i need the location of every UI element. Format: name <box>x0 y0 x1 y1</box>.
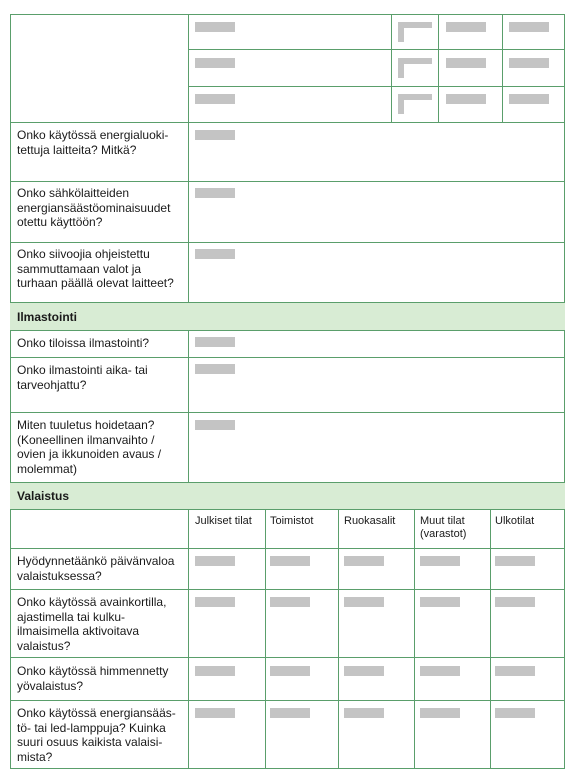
section-title: Valaistus <box>17 489 70 503</box>
question-label: Hyödynnetäänkö päivänvaloa valaistuksessa? <box>17 554 175 583</box>
answer-field[interactable] <box>495 556 535 566</box>
column-header: Ulkotilat <box>495 515 535 527</box>
text-field[interactable] <box>446 94 486 104</box>
question-label: Onko ilmastointi aika- tai tarveohjattu? <box>17 363 148 392</box>
answer-field[interactable] <box>195 597 235 607</box>
answer-field[interactable] <box>195 188 235 198</box>
answer-field[interactable] <box>195 130 235 140</box>
section-title: Ilmastointi <box>17 310 78 324</box>
question-label: Onko tiloissa ilmastointi? <box>17 336 150 350</box>
answer-field[interactable] <box>344 666 384 676</box>
text-field[interactable] <box>509 94 549 104</box>
answer-field[interactable] <box>195 556 235 566</box>
answer-field[interactable] <box>344 708 384 718</box>
text-field[interactable] <box>446 22 486 32</box>
answer-field[interactable] <box>344 597 384 607</box>
answer-field[interactable] <box>270 556 310 566</box>
answer-field[interactable] <box>195 337 235 347</box>
answer-field[interactable] <box>195 666 235 676</box>
text-field[interactable] <box>509 58 549 68</box>
question-label: Miten tuuletus hoidetaan? (Koneellinen ilmanvaihto / ovien ja ikkunoiden avaus / molemmat) <box>17 418 162 476</box>
text-field[interactable] <box>509 22 549 32</box>
answer-field[interactable] <box>420 708 460 718</box>
question-label: Onko käytössä energiansääs- tö- tai led-lamppuja? Kuinka suuri osuus kaikista valaisi- mista? <box>17 706 176 764</box>
column-header: Julkiset tilat <box>195 515 252 527</box>
question-label: Onko käytössä energialuoki- tettuja laitteita? Mitkä? <box>17 128 169 157</box>
answer-field[interactable] <box>195 364 235 374</box>
answer-field[interactable] <box>495 708 535 718</box>
answer-field[interactable] <box>270 708 310 718</box>
answer-field[interactable] <box>195 420 235 430</box>
answer-field[interactable] <box>420 556 460 566</box>
answer-field[interactable] <box>270 597 310 607</box>
question-label: Onko käytössä himmennetty yövalaistus? <box>17 664 169 693</box>
text-field[interactable] <box>446 58 486 68</box>
answer-field[interactable] <box>495 666 535 676</box>
answer-field[interactable] <box>195 249 235 259</box>
answer-field[interactable] <box>195 708 235 718</box>
text-field[interactable] <box>195 58 235 68</box>
column-header: Ruokasalit <box>344 515 396 527</box>
text-field[interactable] <box>195 22 235 32</box>
column-header: Toimistot <box>270 515 314 527</box>
question-label: Onko käytössä avainkortilla, ajastimella tai kulku- ilmaisimella aktivoitava valaistus? <box>17 595 167 653</box>
question-label: Onko sähkölaitteiden energiansäästöominaisuudet otettu käyttöön? <box>17 186 171 229</box>
answer-field[interactable] <box>495 597 535 607</box>
answer-field[interactable] <box>344 556 384 566</box>
section-header-lighting <box>10 483 565 509</box>
answer-field[interactable] <box>420 597 460 607</box>
question-label: Onko siivoojia ohjeistettu sammuttamaan valot ja turhaan päällä olevat laitteet? <box>17 247 174 290</box>
text-field[interactable] <box>195 94 235 104</box>
answer-field[interactable] <box>270 666 310 676</box>
answer-field[interactable] <box>420 666 460 676</box>
column-header: Muut tilat (varastot) <box>420 515 467 540</box>
section-header-ventilation <box>10 303 565 330</box>
